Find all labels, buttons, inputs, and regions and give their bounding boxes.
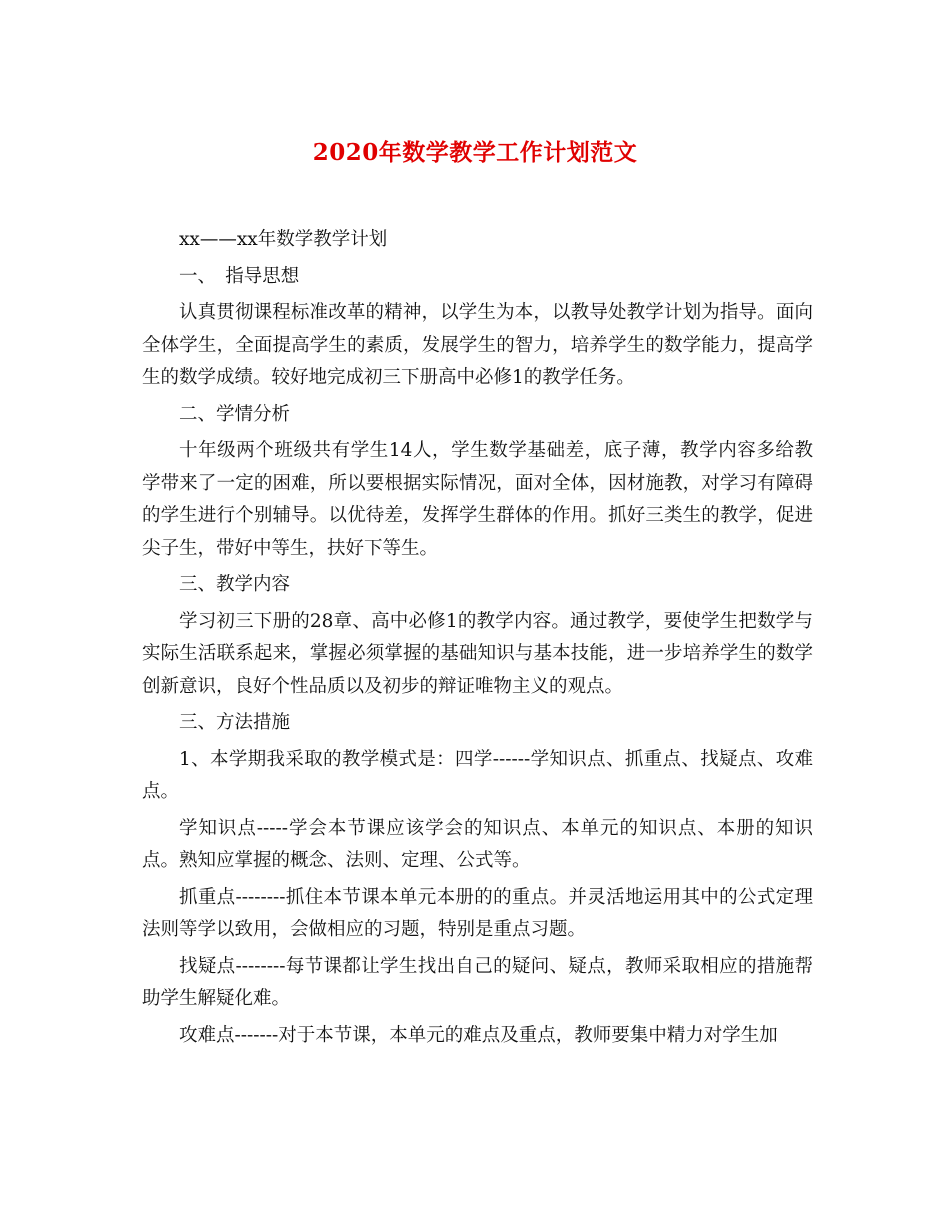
paragraph-guiding-thought: 认真贯彻课程标准改革的精神，以学生为本，以教导处教学计划为指导。面向全体学生，全面提高学生的素质，发展学生的智力，培养学生的数学能力，提高学生的数学成绩。较好地完成初三下册高中必修1的教学任务。 bbox=[142, 302, 813, 388]
document-title: 2020年数学教学工作计划范文 bbox=[312, 139, 638, 166]
section-heading-guiding-thought: 一、 指导思想 bbox=[179, 265, 300, 287]
paragraph-find-doubts: 找疑点--------每节课都让学生找出自己的疑问、疑点，教师采取相应的措施帮助学生解疑化难。 bbox=[142, 955, 813, 1009]
paragraph-grasp-key-points: 抓重点--------抓住本节课本单元本册的的重点。并灵活地运用其中的公式定理法则等学以致用，会做相应的习题，特别是重点习题。 bbox=[142, 886, 813, 940]
section-heading-teaching-content: 三、教学内容 bbox=[179, 574, 291, 595]
paragraph-learn-knowledge-points: 学知识点-----学会本节课应该学会的知识点、本单元的知识点、本册的知识点。熟知应掌握的概念、法则、定理、公式等。 bbox=[142, 817, 813, 871]
section-heading-methods: 三、方法措施 bbox=[179, 712, 291, 733]
document-body bbox=[142, 224, 813, 1056]
paragraph-teaching-content: 学习初三下册的28章、高中必修1的教学内容。通过教学，要使学生把数学与实际生活联系起来，掌握必须掌握的基础知识与基本技能，进一步培养学生的数学创新意识，良好个性品质以及初步的辩证唯物主义的观点。 bbox=[142, 610, 813, 697]
plan-heading: xx——xx年数学教学计划 bbox=[179, 229, 388, 250]
paragraph-teaching-mode: 1、本学期我采取的教学模式是：四学------学知识点、抓重点、找疑点、攻难点。 bbox=[142, 748, 813, 802]
paragraph-tackle-difficulties: 攻难点-------对于本节课，本单元的难点及重点，教师要集中精力对学生加 bbox=[179, 1024, 778, 1046]
paragraph-student-analysis: 十年级两个班级共有学生14人，学生数学基础差，底子薄，教学内容多给教学带来了一定的困难，所以要根据实际情况，面对全体，因材施教，对学习有障碍的学生进行个别辅导。以优待差，发挥学生群体的作用。抓好三类生的教学，促进尖子生，带好中等生，扶好下等生。 bbox=[142, 440, 813, 559]
section-heading-student-analysis: 二、学情分析 bbox=[179, 403, 291, 425]
